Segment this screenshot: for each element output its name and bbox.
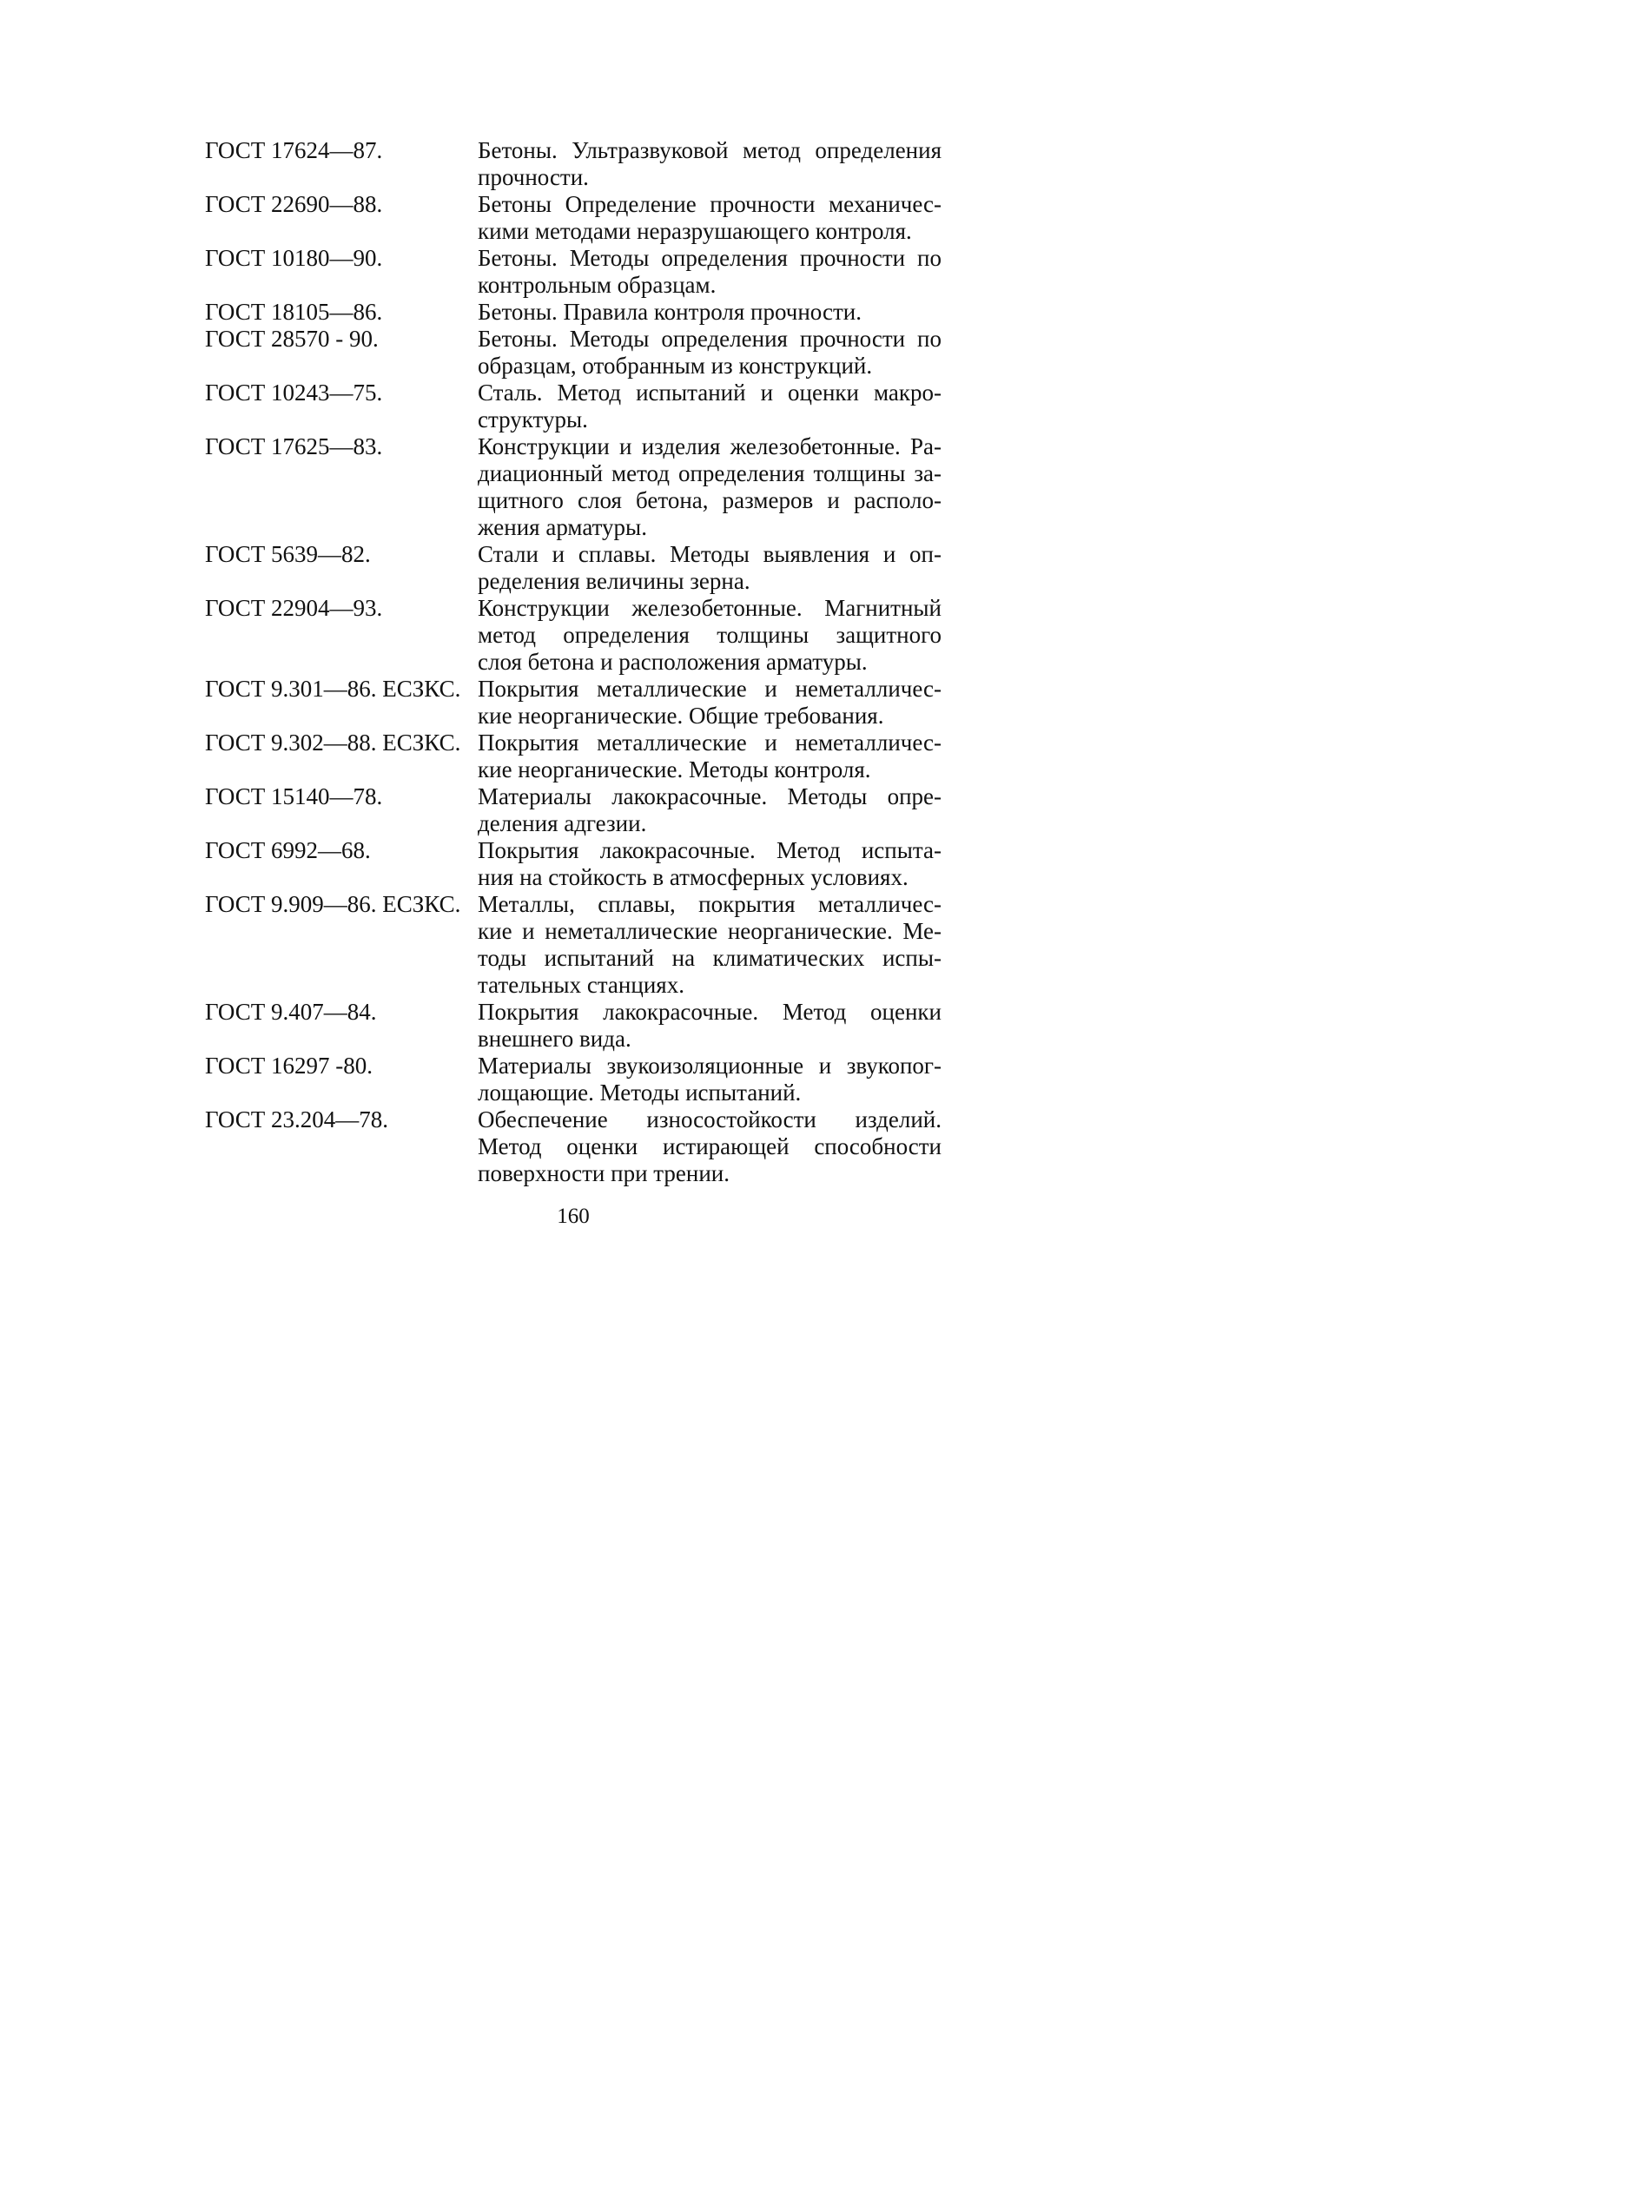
description-line: ределения величины зерна. <box>478 568 750 594</box>
list-item <box>205 541 943 595</box>
list-item <box>205 137 943 191</box>
description-line: Конструкции и изделия железобетонные. Ра- <box>478 433 942 459</box>
description-line: диационный метод определения толщины за- <box>478 460 942 486</box>
list-item <box>205 380 943 433</box>
description-line: метод определения толщины защитного <box>478 622 942 648</box>
description-line: поверхности при трении. <box>478 1160 730 1186</box>
standard-description <box>478 999 942 1053</box>
description-line: кими методами неразрушающего контроля. <box>478 218 912 244</box>
list-item <box>205 676 943 730</box>
description-line: Покрытия лакокрасочные. Метод испыта- <box>478 837 942 863</box>
description-line: Обеспечение износостойкости изделий. <box>478 1106 942 1132</box>
standard-code: ГОСТ 9.407—84. <box>205 999 377 1025</box>
standard-description <box>478 433 942 541</box>
standard-code: ГОСТ 16297 -80. <box>205 1053 373 1079</box>
description-line: Покрытия металлические и неметалличес- <box>478 730 942 756</box>
standard-code: ГОСТ 15140—78. <box>205 783 383 809</box>
description-line: Металлы, сплавы, покрытия металличес- <box>478 891 942 917</box>
standard-code: ГОСТ 18105—86. <box>205 299 383 325</box>
list-item <box>205 837 943 891</box>
standard-code: ГОСТ 17624—87. <box>205 137 383 163</box>
description-line: тательных станциях. <box>478 972 684 998</box>
description-line: кие неорганические. Общие требования. <box>478 703 884 729</box>
standard-code: ГОСТ 6992—68. <box>205 837 371 863</box>
list-item <box>205 433 943 541</box>
description-line: Бетоны. Ультразвуковой метод определения <box>478 137 942 163</box>
description-line: Бетоны Определение прочности механичес- <box>478 191 942 217</box>
document-page <box>0 0 1008 1349</box>
description-line: Бетоны. Правила контроля прочности. <box>478 299 862 325</box>
description-line: слоя бетона и расположения арматуры. <box>478 649 868 675</box>
standard-description <box>478 326 942 380</box>
standard-description <box>478 299 942 326</box>
standards-list <box>205 137 943 1187</box>
standard-code: ГОСТ 28570 - 90. <box>205 326 379 352</box>
standard-description <box>478 730 942 783</box>
standard-code: ГОСТ 9.301—86. ЕСЗКС. <box>205 676 461 702</box>
standard-description <box>478 380 942 433</box>
list-item <box>205 326 943 380</box>
standard-description <box>478 191 942 245</box>
standard-code: ГОСТ 9.302—88. ЕСЗКС. <box>205 730 461 756</box>
description-line: структуры. <box>478 406 588 432</box>
description-line: Покрытия металлические и неметалличес- <box>478 676 942 702</box>
standard-description <box>478 783 942 837</box>
description-line: Стали и сплавы. Методы выявления и оп- <box>478 541 942 567</box>
description-line: образцам, отобранным из конструкций. <box>478 353 873 379</box>
description-line: Конструкции железобетонные. Магнитный <box>478 595 942 621</box>
description-line: лощающие. Методы испытаний. <box>478 1080 802 1106</box>
standard-code: ГОСТ 17625—83. <box>205 433 383 459</box>
standard-description <box>478 837 942 891</box>
list-item <box>205 1053 943 1106</box>
description-line: кие и неметаллические неорганические. Ме- <box>478 918 942 944</box>
standard-description <box>478 137 942 191</box>
description-line: Сталь. Метод испытаний и оценки макро- <box>478 380 942 406</box>
description-line: деления адгезии. <box>478 810 647 836</box>
list-item <box>205 595 943 676</box>
list-item <box>205 999 943 1053</box>
standard-description <box>478 595 942 676</box>
description-line: контрольным образцам. <box>478 272 717 298</box>
standard-code: ГОСТ 10180—90. <box>205 245 383 271</box>
description-line: Материалы лакокрасочные. Методы опре- <box>478 783 942 809</box>
standard-description <box>478 1053 942 1106</box>
description-line: Бетоны. Методы определения прочности по <box>478 326 942 352</box>
standard-code: ГОСТ 22904—93. <box>205 595 383 621</box>
description-line: Бетоны. Методы определения прочности по <box>478 245 942 271</box>
standard-code: ГОСТ 23.204—78. <box>205 1106 389 1132</box>
list-item <box>205 730 943 783</box>
description-line: Материалы звукоизоляционные и звукопог- <box>478 1053 942 1079</box>
list-item <box>205 191 943 245</box>
list-item <box>205 783 943 837</box>
list-item <box>205 299 943 326</box>
list-item <box>205 245 943 299</box>
standard-description <box>478 891 942 999</box>
description-line: тоды испытаний на климатических испы- <box>478 945 942 971</box>
description-line: внешнего вида. <box>478 1026 631 1052</box>
standard-code: ГОСТ 5639—82. <box>205 541 371 567</box>
standard-description <box>478 676 942 730</box>
standard-code: ГОСТ 22690—88. <box>205 191 383 217</box>
description-line: жения арматуры. <box>478 514 647 540</box>
page-number: 160 <box>557 1205 590 1228</box>
description-line: ния на стойкость в атмосферных условиях. <box>478 864 909 890</box>
description-line: щитного слоя бетона, размеров и располо- <box>478 487 942 513</box>
list-item <box>205 891 943 999</box>
description-line: прочности. <box>478 164 589 190</box>
standard-code: ГОСТ 9.909—86. ЕСЗКС. <box>205 891 461 917</box>
description-line: кие неорганические. Методы контроля. <box>478 756 871 782</box>
standard-code: ГОСТ 10243—75. <box>205 380 383 406</box>
description-line: Метод оценки истирающей способности <box>478 1133 942 1159</box>
description-line: Покрытия лакокрасочные. Метод оценки <box>478 999 942 1025</box>
list-item <box>205 1106 943 1187</box>
standard-description <box>478 1106 942 1187</box>
standard-description <box>478 245 942 299</box>
standard-description <box>478 541 942 595</box>
